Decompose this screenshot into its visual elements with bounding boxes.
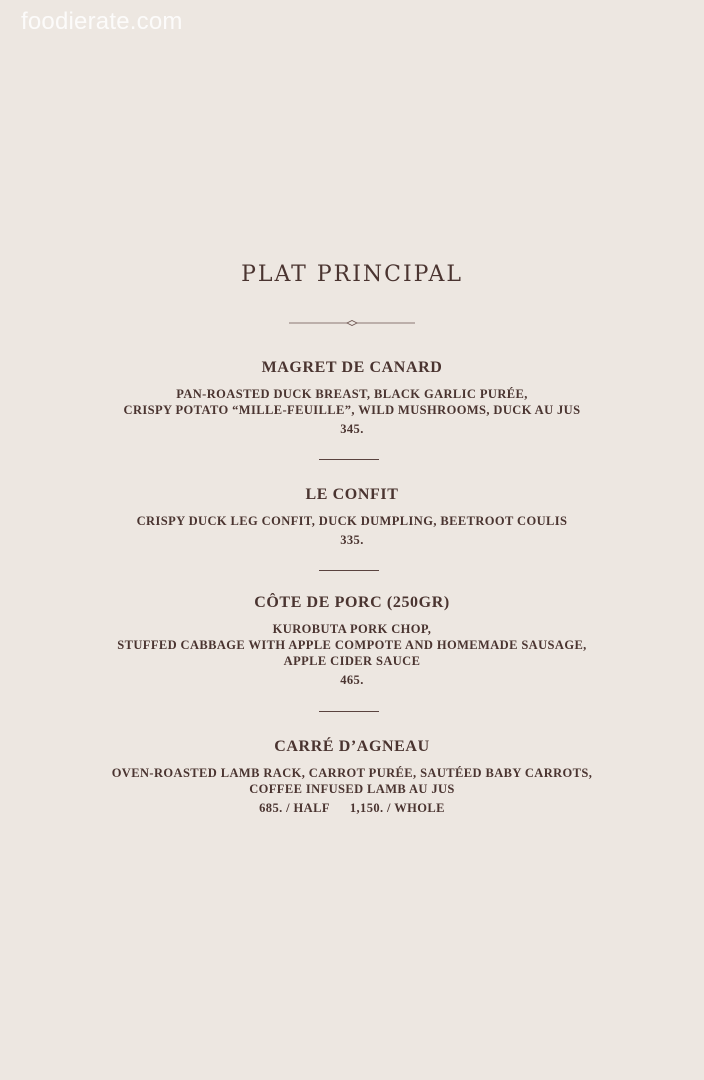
- dish-description-line: COFFEE INFUSED LAMB AU JUS: [249, 782, 455, 796]
- dish-price: 335.: [340, 533, 364, 547]
- dish-name: CÔTE DE PORC (250GR): [254, 594, 450, 611]
- watermark-text: foodierate.com: [21, 8, 183, 35]
- dish-divider: [319, 711, 379, 712]
- dish-description-line: OVEN-ROASTED LAMB RACK, CARROT PURÉE, SAUTÉED BABY CARROTS,: [111, 766, 593, 780]
- dish-description-line: KUROBUTA PORK CHOP,: [272, 622, 432, 636]
- dish-name: LE CONFIT: [305, 486, 399, 503]
- dish-description-line: APPLE CIDER SAUCE: [283, 654, 421, 668]
- ornament-divider: [289, 318, 415, 328]
- dish-price: 465.: [340, 673, 364, 687]
- dish-description-line: CRISPY DUCK LEG CONFIT, DUCK DUMPLING, BEETROOT COULIS: [136, 514, 568, 528]
- section-title: PLAT PRINCIPAL: [241, 262, 463, 287]
- dish-description-line: PAN-ROASTED DUCK BREAST, BLACK GARLIC PURÉE,: [176, 387, 528, 401]
- dish-name: CARRÉ D’AGNEAU: [274, 738, 430, 755]
- dish-price-whole: 1,150. / WHOLE: [349, 801, 445, 815]
- dish-description-line: STUFFED CABBAGE WITH APPLE COMPOTE AND HOMEMADE SAUSAGE,: [117, 638, 587, 652]
- dish-divider: [319, 459, 379, 460]
- dish-item: [0, 485, 704, 548]
- dish-item: [0, 737, 704, 816]
- dish-price-half: 685. / HALF: [259, 801, 330, 815]
- dish-price-row: [0, 800, 704, 816]
- dish-price: 345.: [340, 422, 364, 436]
- dish-name: MAGRET DE CANARD: [261, 359, 443, 376]
- dish-divider: [319, 570, 379, 571]
- dish-item: [0, 358, 704, 437]
- dish-item: [0, 593, 704, 688]
- dish-description-line: CRISPY POTATO “MILLE-FEUILLE”, WILD MUSHROOMS, DUCK AU JUS: [123, 403, 581, 417]
